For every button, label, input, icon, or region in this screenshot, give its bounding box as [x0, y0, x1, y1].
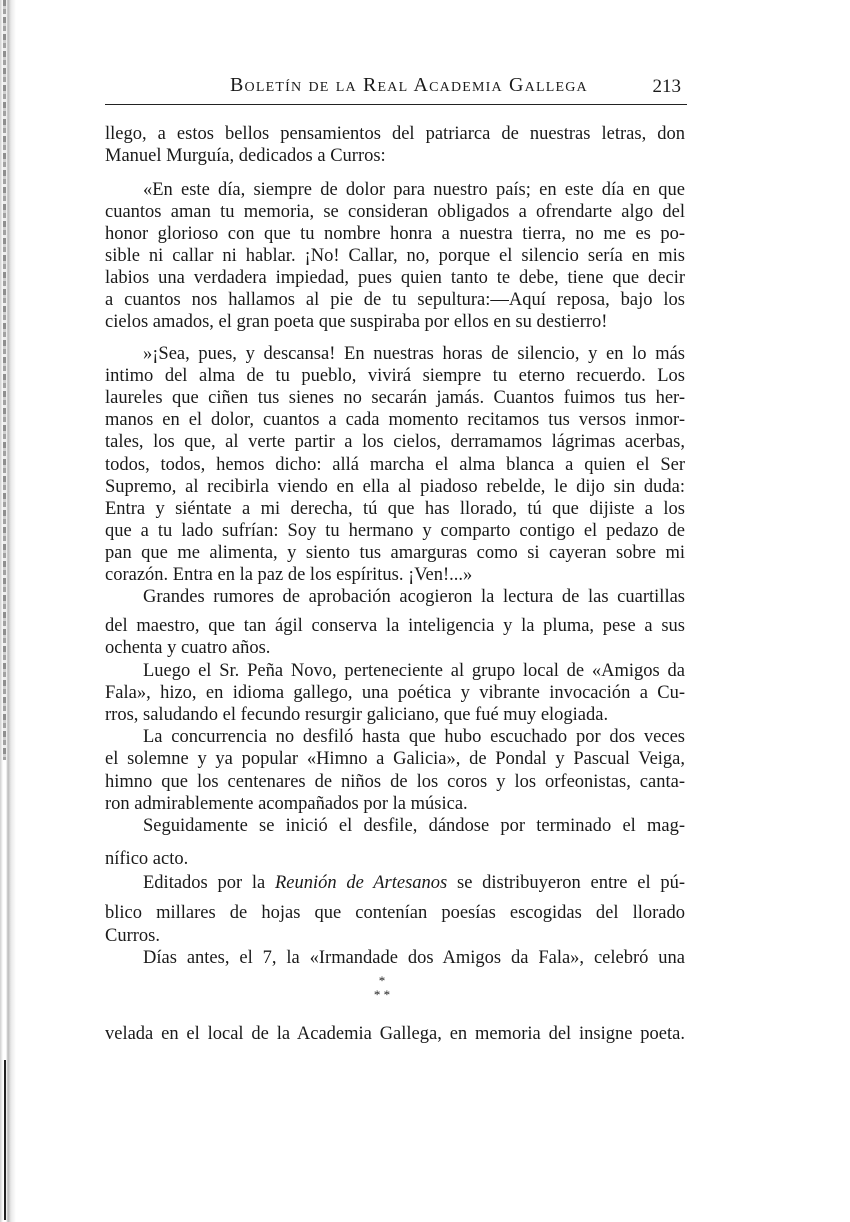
text-line: honor glorioso con que tu nombre honra a nuestra tierra, no me es po-: [105, 224, 685, 244]
scan-edge-binding: [3, 0, 6, 760]
section-separator: [362, 974, 402, 1002]
text-line: velada en el local de la Academia Gallega, en memoria del insigne poeta.: [105, 1024, 685, 1044]
italic-title: Reunión de Artesanos: [274, 873, 448, 893]
text-segment: Editados por la: [143, 873, 275, 893]
header-rule: [105, 104, 687, 105]
text-line: todos, todos, hemos dicho: allá marcha el alma blanca a quien el Ser: [105, 455, 685, 475]
text-line: Curros.: [105, 926, 160, 946]
text-line: »¡Sea, pues, y descansa! En nuestras horas de silencio, y en lo más: [143, 344, 685, 364]
text-line: intimo del alma de tu pueblo, vivirá siempre tu eterno recuerdo. Los: [105, 366, 685, 386]
text-line: ochenta y cuatro años.: [105, 638, 271, 658]
text-line: Entra y siéntate a mi derecha, tú que has llorado, tú que dijiste a los: [105, 499, 685, 519]
text-segment: se distribuyeron entre el pú-: [447, 873, 686, 893]
text-line: corazón. Entra en la paz de los espíritus. ¡Ven!...»: [105, 565, 473, 585]
separator-bottom-asterisks: * *: [373, 987, 391, 1002]
text-line: Seguidamente se inició el desfile, dándose por terminado el mag-: [143, 816, 685, 836]
text-line: pan que me alimenta, y siento tus amarguras como si cayeran sobre mi: [105, 543, 685, 563]
text-line: Grandes rumores de aprobación acogieron la lectura de las cuartillas: [143, 587, 685, 607]
text-line: llego, a estos bellos pensamientos del patriarca de nuestras letras, don: [105, 124, 685, 144]
text-line: rros, saludando el fecundo resurgir galiciano, que fué muy elogiada.: [105, 705, 609, 725]
text-line: labios una verdadera impiedad, pues quien tanto te debe, tiene que decir: [105, 268, 685, 288]
text-line: laureles que ciñen tus sienes no secarán jamás. Cuantos fuimos tus her-: [105, 388, 685, 408]
text-line: manos en el dolor, cuantos a cada momento recitamos tus versos inmor-: [105, 410, 685, 430]
text-line: cuantos aman tu memoria, se consideran obligados a ofrendarte algo del: [105, 202, 685, 222]
text-line: «En este día, siempre de dolor para nuestro país; en este día en que: [143, 180, 685, 200]
text-line: que a tu lado sufrían: Soy tu hermano y comparto contigo el pedazo de: [105, 521, 685, 541]
text-line: sible ni callar ni hablar. ¡No! Callar, no, porque el silencio sería en mis: [105, 246, 685, 266]
separator-top-asterisk: *: [378, 973, 386, 988]
text-line: del maestro, que tan ágil conserva la inteligencia y la pluma, pese a sus: [105, 616, 685, 636]
text-line: el solemne y ya popular «Himno a Galicia», de Pondal y Pascual Veiga,: [105, 749, 685, 769]
text-line: [143, 872, 685, 894]
text-line: tales, los que, al verte partir a los cielos, derramamos lágrimas acerbas,: [105, 432, 685, 452]
text-line: a cuantos nos hallamos al pie de tu sepultura:—Aquí reposa, bajo los: [105, 290, 685, 310]
text-line: ron admirablemente acompañados por la música.: [105, 794, 468, 814]
journal-title: Boletín de la Real Academia Gallega: [230, 74, 588, 96]
text-line: La concurrencia no desfiló hasta que hubo escuchado por dos veces: [143, 727, 685, 747]
text-line: blico millares de hojas que contenían poesías escogidas del llorado: [105, 903, 685, 923]
running-header: [105, 72, 687, 102]
text-line: Manuel Murguía, dedicados a Curros:: [105, 146, 386, 166]
scan-edge-binding-lower: [4, 1060, 6, 1220]
text-line: cielos amados, el gran poeta que suspiraba por ellos en su destierro!: [105, 312, 608, 332]
text-line: Días antes, el 7, la «Irmandade dos Amigos da Fala», celebró una: [143, 948, 685, 968]
text-line: himno que los centenares de niños de los coros y los orfeonistas, canta-: [105, 772, 685, 792]
page-number: 213: [652, 76, 681, 97]
text-line: Fala», hizo, en idioma gallego, una poética y vibrante invocación a Cu-: [105, 683, 685, 703]
text-line: Supremo, al recibirla viendo en ella al piadoso rebelde, le dijo sin duda:: [105, 477, 685, 497]
text-line: nífico acto.: [105, 849, 189, 869]
text-line: Luego el Sr. Peña Novo, perteneciente al grupo local de «Amigos da: [143, 661, 685, 681]
